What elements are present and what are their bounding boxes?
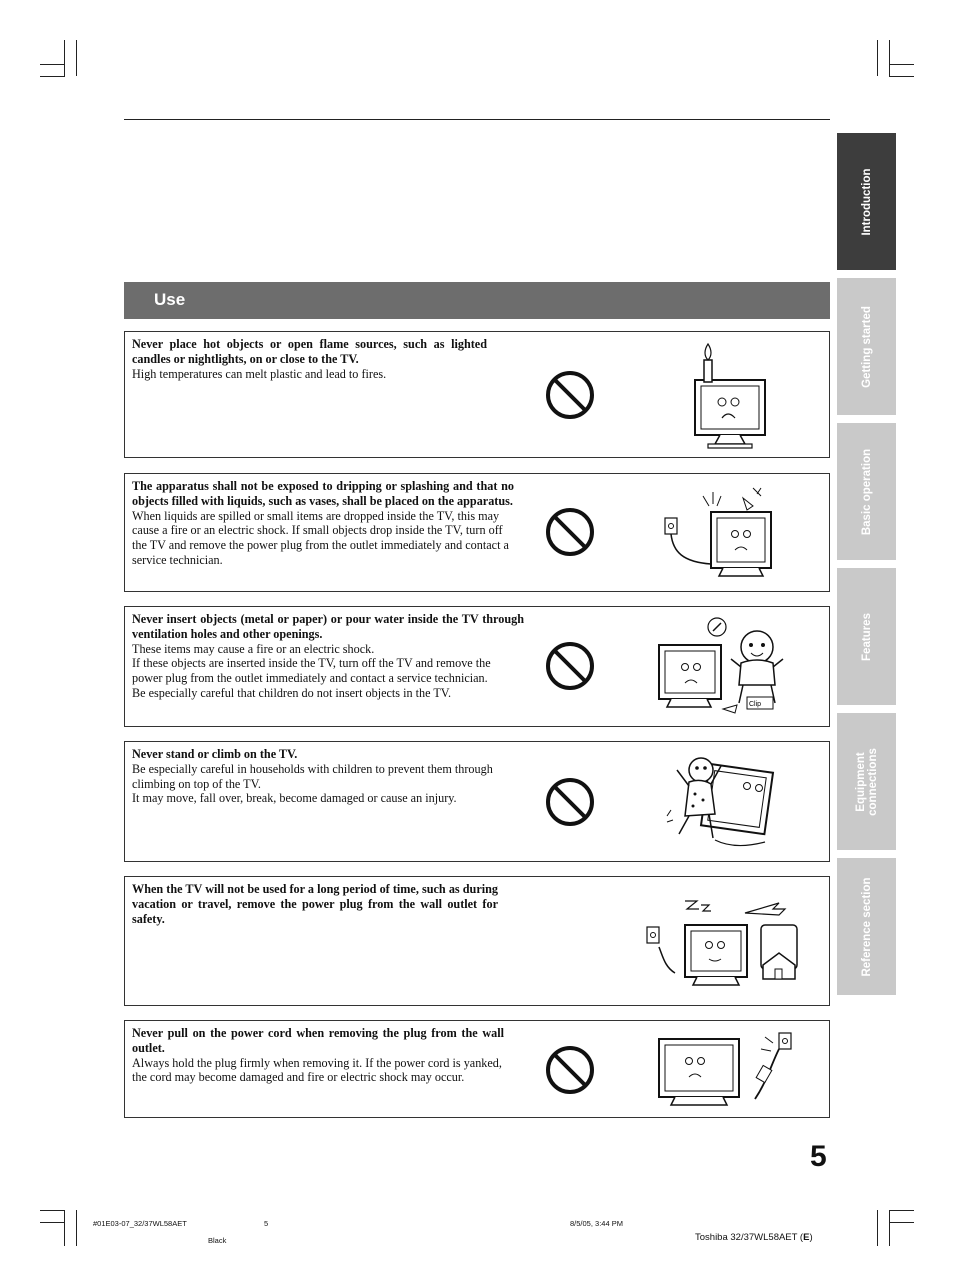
crop-mark (64, 1210, 65, 1246)
safety-item-heading: Never pull on the power cord when removing the plug from the wall outlet. (132, 1026, 504, 1055)
footer-file: #01E03-07_32/37WL58AET (93, 1219, 187, 1228)
top-rule (124, 119, 830, 120)
section-title: Use (154, 290, 186, 309)
tab-getting-started[interactable] (837, 278, 896, 415)
safety-item (124, 741, 830, 862)
crop-mark (40, 76, 65, 77)
safety-item-text (132, 337, 487, 381)
safety-item-body: High temperatures can melt plastic and lead to fires. (132, 366, 387, 381)
tab-label: Basic operation (860, 448, 873, 535)
crop-mark (64, 40, 65, 76)
tv-child-inserting-clip-illustration (655, 613, 787, 721)
crop-mark (877, 40, 878, 76)
tab-label: Getting started (860, 305, 873, 388)
tv-child-climbing-illustration (665, 750, 783, 858)
crop-mark (877, 1210, 878, 1246)
safety-item (124, 876, 830, 1006)
section-header-bar (124, 282, 830, 319)
tab-label: Introduction (860, 167, 873, 236)
safety-item-text (132, 882, 498, 926)
prohibited-sign-icon (545, 370, 595, 420)
tab-label: Features (860, 612, 873, 661)
footer-date: 8/5/05, 3:44 PM (570, 1219, 623, 1228)
safety-item-heading: Never place hot objects or open flame sources, such as lighted candles or nightlights, on or close to the TV. (132, 337, 487, 366)
prohibited-sign-icon (545, 777, 595, 827)
crop-mark (40, 64, 65, 65)
safety-item-body: These items may cause a fire or an electric shock. If these objects are inserted inside the TV, turn off the TV and remove the power plug from the outlet immediately and contact a service technician. Be especially careful that children do not insert objects in the TV. (132, 641, 491, 700)
crop-mark (40, 1210, 65, 1211)
page-number: 5 (810, 1140, 827, 1173)
tab-equipment-connections[interactable] (837, 713, 896, 850)
prohibited-sign-icon (545, 1045, 595, 1095)
crop-mark (889, 40, 890, 76)
crop-mark (76, 1210, 77, 1246)
crop-mark (889, 1210, 914, 1211)
safety-item-heading: Never stand or climb on the TV. (132, 747, 298, 761)
footer-model-prefix: Toshiba 32/37WL58AET ( (695, 1232, 804, 1243)
safety-item (124, 606, 830, 727)
footer-model-suffix: ) (809, 1232, 813, 1243)
safety-item-body: Always hold the plug firmly when removing it. If the power cord is yanked, the cord may become damaged and fire or electric shock may occur. (132, 1055, 502, 1085)
prohibited-sign-icon (545, 507, 595, 557)
safety-item (124, 1020, 830, 1118)
safety-item-heading: Never insert objects (metal or paper) or pour water inside the TV through ventilation holes and other openings. (132, 612, 524, 641)
safety-item-text (132, 1026, 504, 1085)
safety-item-text (132, 479, 514, 568)
tab-features[interactable] (837, 568, 896, 705)
footer-model (695, 1232, 813, 1243)
tv-candle-illustration (690, 340, 775, 452)
tab-label: Equipment connections (854, 747, 879, 816)
tab-reference-section[interactable] (837, 858, 896, 995)
tab-label: Reference section (860, 876, 873, 977)
crop-mark (889, 1210, 890, 1246)
prohibited-sign-icon (545, 641, 595, 691)
safety-item-body: Be especially careful in households with children to prevent them through climbing on top of the TV. It may move, fall over, break, become damaged or cause an injury. (132, 761, 493, 806)
crop-mark (889, 64, 914, 65)
tab-introduction[interactable] (837, 133, 896, 270)
tv-unplugged-vacation-illustration (645, 895, 803, 995)
safety-item-text (132, 612, 524, 701)
safety-item-heading: When the TV will not be used for a long period of time, such as during vacation or travel, remove the power plug from the wall outlet for safety. (132, 882, 498, 926)
crop-mark (40, 1222, 65, 1223)
crop-mark (889, 1222, 914, 1223)
safety-item-body: When liquids are spilled or small items are dropped inside the TV, this may cause a fire or an electric shock. If small objects drop inside the TV, turn off the TV and remove the power plug from the outlet immediately and contact a service technician. (132, 508, 509, 567)
tab-basic-operation[interactable] (837, 423, 896, 560)
footer-page: 5 (264, 1219, 269, 1228)
crop-mark (889, 76, 914, 77)
footer-color: Black (208, 1236, 227, 1245)
crop-mark (76, 40, 77, 76)
safety-item (124, 473, 830, 592)
safety-item (124, 331, 830, 458)
safety-item-heading: The apparatus shall not be exposed to dripping or splashing and that no objects filled with liquids, such as vases, shall be placed on the apparatus. (132, 479, 514, 508)
clip-label: Clip (749, 701, 762, 708)
tv-pulling-cord-illustration (655, 1029, 795, 1111)
footer-model-bold: E (803, 1232, 810, 1243)
safety-item-text (132, 747, 502, 806)
tv-liquid-spill-illustration (663, 484, 783, 584)
